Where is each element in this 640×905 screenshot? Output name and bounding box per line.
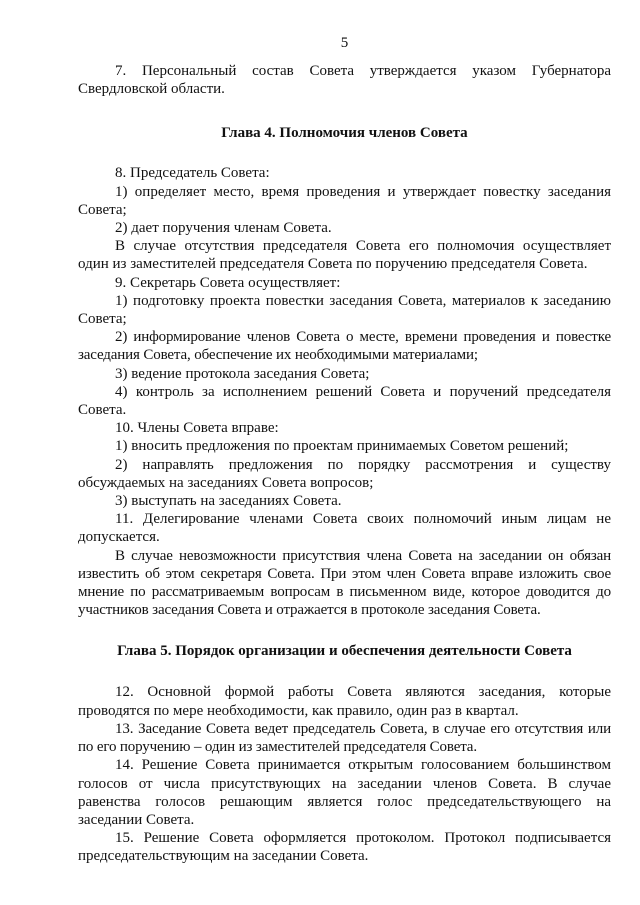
paragraph-11: 11. Делегирование членами Совета своих полномочий иным лицам не допускается. (78, 511, 611, 546)
paragraph-10-item-1: 1) вносить предложения по проектам принимаемых Советом решений; (115, 438, 569, 455)
paragraph-8-absence: В случае отсутствия председателя Совета его полномочия осуществляет один из заместителей председателя Совета по поручению председателя Совета. (78, 238, 611, 273)
chapter-5-heading: Глава 5. Порядок организации и обеспечения деятельности Совета (117, 643, 572, 660)
paragraph-10-item-3: 3) выступать на заседаниях Совета. (115, 493, 342, 510)
paragraph-8-item-1: 1) определяет место, время проведения и утверждает повестку заседания Совета; (78, 183, 611, 218)
paragraph-7: 7. Персональный состав Совета утверждается указом Губернатора Свердловской области. (78, 63, 611, 98)
paragraph-11-absence: В случае невозможности присутствия члена Совета на заседании он обязан известить об этом секретаря Совета. При этом член Совета вправе изложить свое мнение по рассматриваемым вопросам в письменном виде, которое доводится до участников заседания Совета и отражается в протоколе заседания Совета. (78, 547, 611, 619)
paragraph-10-item-2: 2) направлять предложения по порядку рассмотрения и существу обсуждаемых на заседаниях Совета вопросов; (78, 456, 611, 491)
paragraph-10: 10. Члены Совета вправе: (115, 420, 279, 437)
paragraph-9: 9. Секретарь Совета осуществляет: (115, 274, 341, 291)
paragraph-12: 12. Основной формой работы Совета являются заседания, которые проводятся по мере необходимости, как правило, один раз в квартал. (78, 684, 611, 719)
paragraph-9-item-3: 3) ведение протокола заседания Совета; (115, 365, 370, 382)
paragraph-9-item-2: 2) информирование членов Совета о месте, времени проведения и повестке заседания Совета, обеспечение их необходимыми материалами; (78, 329, 611, 364)
page-number: 5 (340, 35, 349, 51)
paragraph-13: 13. Заседание Совета ведет председатель Совета, в случае его отсутствия или по его поручению – один из заместителей председателя Совета. (78, 720, 611, 756)
document-page (78, 34, 611, 866)
chapter-4-heading: Глава 4. Полномочия членов Совета (221, 125, 468, 142)
paragraph-9-item-1: 1) подготовку проекта повестки заседания Совета, материалов к заседанию Совета; (78, 292, 611, 328)
paragraph-9-item-4: 4) контроль за исполнением решений Совета и поручений председателя Совета. (78, 383, 611, 419)
paragraph-8: 8. Председатель Совета: (115, 165, 270, 182)
paragraph-14: 14. Решение Совета принимается открытым голосованием большинством голосов от числа присутствующих на заседании членов Совета. В случае равенства голосов решающим является голос председательствующего на заседании Совета. (78, 757, 611, 828)
paragraph-8-item-2: 2) дает поручения членам Совета. (115, 220, 332, 237)
paragraph-15: 15. Решение Совета оформляется протоколом. Протокол подписывается председательствующим на заседании Совета. (78, 830, 611, 865)
